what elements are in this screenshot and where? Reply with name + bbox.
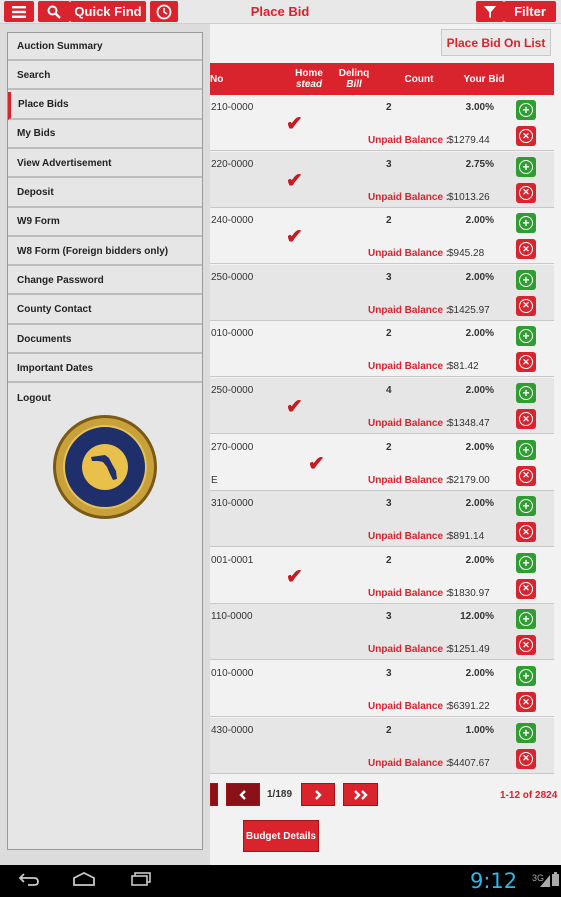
remove-bid-icon[interactable]: ✕: [516, 522, 536, 542]
funnel-icon[interactable]: [476, 1, 504, 22]
sidebar-item-change-password[interactable]: Change Password: [8, 267, 202, 295]
sidebar-item-place-bids[interactable]: Place Bids: [8, 92, 202, 120]
column-delinquent-bill: Delinq Bill: [338, 68, 370, 90]
unpaid-balance-amount: $1830.97: [448, 587, 490, 599]
count-value: 3: [386, 158, 392, 170]
table-row[interactable]: [210, 491, 554, 547]
clock-icon[interactable]: [150, 1, 178, 22]
unpaid-balance-amount: $81.42: [448, 361, 479, 373]
remove-bid-icon[interactable]: ✕: [516, 183, 536, 203]
unpaid-balance-label: Unpaid Balance :: [368, 135, 450, 146]
add-bid-icon[interactable]: +: [516, 723, 536, 743]
homestead-check-icon: ✔: [286, 396, 303, 418]
add-bid-icon[interactable]: +: [516, 666, 536, 686]
remove-bid-icon[interactable]: ✕: [516, 352, 536, 372]
bid-percent: 2.00%: [465, 215, 494, 227]
bid-percent: 2.75%: [465, 158, 494, 170]
parcel-number: 240-0000: [211, 215, 254, 227]
bid-percent: 3.00%: [465, 102, 494, 113]
sidebar-item-documents[interactable]: Documents: [8, 326, 202, 354]
count-value: 4: [386, 385, 392, 396]
parcel-number: 250-0000: [211, 385, 254, 396]
parcel-number: 110-0000: [211, 611, 253, 623]
sidebar-item-w8-form-foreign-bidders-only[interactable]: W8 Form (Foreign bidders only): [8, 238, 202, 266]
bid-percent: 12.00%: [460, 611, 494, 623]
table-row[interactable]: [210, 265, 554, 321]
column-no: No: [210, 74, 224, 85]
parcel-number: 010-0000: [211, 328, 254, 340]
table-row[interactable]: [210, 152, 554, 208]
bid-percent: 2.00%: [465, 271, 494, 283]
bid-percent: 2.00%: [465, 441, 494, 453]
bid-percent: 2.00%: [465, 668, 494, 679]
remove-bid-icon[interactable]: ✕: [516, 692, 536, 712]
unpaid-balance-amount: $6391.22: [448, 701, 490, 712]
unpaid-balance-label: Unpaid Balance :: [368, 531, 450, 543]
unpaid-balance-label: Unpaid Balance :: [368, 757, 450, 769]
column-your-bid: Your Bid: [463, 74, 505, 85]
recent-apps-icon[interactable]: [130, 872, 152, 891]
sidebar-item-county-contact[interactable]: County Contact: [8, 297, 202, 325]
remove-bid-icon[interactable]: ✕: [516, 579, 536, 599]
bid-percent: 2.00%: [465, 385, 494, 396]
unpaid-balance-amount: $945.28: [448, 248, 485, 260]
add-bid-icon[interactable]: +: [516, 609, 536, 629]
sidebar-item-deposit[interactable]: Deposit: [8, 180, 202, 208]
page-title: Place Bid: [250, 4, 310, 19]
add-bid-icon[interactable]: +: [516, 100, 536, 120]
system-nav-bar: [0, 865, 561, 897]
parcel-number: 220-0000: [211, 158, 254, 170]
network-indicator: 3G: [532, 873, 545, 883]
navigation-drawer: [7, 32, 203, 850]
delinquent-check-icon: ✔: [308, 452, 325, 475]
battery-icon: [552, 872, 559, 891]
add-bid-icon[interactable]: +: [516, 383, 536, 403]
signal-icon: [540, 874, 550, 892]
sidebar-item-search[interactable]: Search: [8, 62, 202, 90]
unpaid-balance-label: Unpaid Balance :: [368, 248, 450, 260]
parcel-number: 310-0000: [211, 498, 254, 510]
sidebar-item-w9-form[interactable]: W9 Form: [8, 209, 202, 237]
next-page-button[interactable]: [301, 783, 335, 806]
homestead-check-icon: ✔: [286, 565, 303, 588]
count-value: 2: [386, 554, 392, 566]
bay-county-tax-collector-seal: [53, 415, 157, 519]
top-bar: [0, 0, 561, 24]
remove-bid-icon[interactable]: ✕: [516, 466, 536, 486]
remove-bid-icon[interactable]: ✕: [516, 635, 536, 655]
table-row[interactable]: [210, 95, 554, 151]
sidebar-item-logout[interactable]: Logout: [8, 385, 202, 413]
table-row[interactable]: [210, 321, 554, 377]
add-bid-icon[interactable]: +: [516, 440, 536, 460]
unpaid-balance-label: Unpaid Balance :: [368, 701, 450, 712]
clock-time: 9:12: [470, 869, 518, 893]
column-homestead: Home stead: [295, 68, 323, 90]
row-extra: E: [211, 474, 218, 486]
menu-icon[interactable]: [4, 1, 34, 22]
sidebar-item-auction-summary[interactable]: Auction Summary: [8, 33, 202, 61]
page-indicator: 1/189: [267, 789, 293, 800]
unpaid-balance-label: Unpaid Balance :: [368, 361, 450, 373]
remove-bid-icon[interactable]: ✕: [516, 126, 536, 146]
count-value: 2: [386, 328, 392, 340]
unpaid-balance-label: Unpaid Balance :: [368, 644, 450, 656]
first-page-button[interactable]: [210, 783, 218, 806]
sidebar-item-important-dates[interactable]: Important Dates: [8, 355, 202, 383]
parcel-number: 270-0000: [211, 441, 254, 453]
count-value: 2: [386, 102, 392, 113]
unpaid-balance-amount: $1425.97: [448, 304, 490, 316]
filter-button[interactable]: Filter: [504, 1, 556, 22]
homestead-check-icon: ✔: [286, 113, 303, 135]
add-bid-icon[interactable]: +: [516, 553, 536, 573]
unpaid-balance-label: Unpaid Balance :: [368, 304, 450, 316]
unpaid-balance-amount: $891.14: [448, 531, 485, 543]
add-bid-icon[interactable]: +: [516, 270, 536, 290]
parcel-number: 210-0000: [211, 102, 254, 113]
remove-bid-icon[interactable]: ✕: [516, 296, 536, 316]
unpaid-balance-amount: $1251.49: [448, 644, 490, 656]
bid-percent: 2.00%: [465, 498, 494, 510]
table-row[interactable]: [210, 661, 554, 717]
remove-bid-icon[interactable]: ✕: [516, 749, 536, 769]
parcel-number: 001-0001: [211, 554, 254, 566]
unpaid-balance-label: Unpaid Balance :: [368, 191, 450, 203]
count-value: 3: [386, 668, 392, 679]
unpaid-balance-label: Unpaid Balance :: [368, 587, 450, 599]
place-bid-on-list-button[interactable]: Place Bid On List: [441, 29, 551, 56]
count-value: 2: [386, 441, 392, 453]
parcel-number: 250-0000: [211, 271, 254, 283]
unpaid-balance-amount: $4407.67: [448, 757, 490, 769]
unpaid-balance-amount: $1013.26: [448, 191, 490, 203]
unpaid-balance-amount: $2179.00: [448, 474, 490, 486]
remove-bid-icon[interactable]: ✕: [516, 239, 536, 259]
search-icon[interactable]: [38, 1, 70, 22]
sidebar-item-view-advertisement[interactable]: View Advertisement: [8, 150, 202, 178]
count-value: 3: [386, 498, 392, 510]
previous-page-button[interactable]: [226, 783, 260, 806]
unpaid-balance-amount: $1279.44: [448, 135, 490, 146]
count-value: 3: [386, 271, 392, 283]
count-value: 2: [386, 724, 392, 736]
table-row[interactable]: [210, 208, 554, 264]
count-value: 3: [386, 611, 392, 623]
bid-percent: 2.00%: [465, 328, 494, 340]
homestead-check-icon: ✔: [286, 226, 303, 249]
count-value: 2: [386, 215, 392, 227]
column-count: Count: [404, 74, 434, 85]
last-page-button[interactable]: [343, 783, 378, 806]
budget-details-button[interactable]: Budget Details: [243, 820, 319, 852]
bid-list-panel: [210, 24, 561, 865]
home-icon[interactable]: [72, 872, 96, 891]
table-row[interactable]: [210, 604, 554, 660]
sidebar-item-my-bids[interactable]: My Bids: [8, 121, 202, 149]
table-row[interactable]: [210, 378, 554, 434]
table-row[interactable]: [210, 548, 554, 604]
back-icon[interactable]: [18, 872, 40, 891]
parcel-number: 430-0000: [211, 724, 254, 736]
table-row[interactable]: [210, 718, 554, 774]
result-range: 1-12 of 2824: [500, 790, 558, 801]
table-header: [210, 63, 554, 95]
add-bid-icon[interactable]: +: [516, 326, 536, 346]
add-bid-icon[interactable]: +: [516, 496, 536, 516]
unpaid-balance-label: Unpaid Balance :: [368, 418, 450, 429]
bid-percent: 1.00%: [465, 724, 494, 736]
remove-bid-icon[interactable]: ✕: [516, 409, 536, 429]
table-row[interactable]: [210, 435, 554, 491]
homestead-check-icon: ✔: [286, 169, 303, 192]
add-bid-icon[interactable]: +: [516, 157, 536, 177]
quick-find-button[interactable]: Quick Find: [70, 1, 146, 22]
add-bid-icon[interactable]: +: [516, 213, 536, 233]
parcel-number: 010-0000: [211, 668, 254, 679]
unpaid-balance-label: Unpaid Balance :: [368, 474, 450, 486]
bid-percent: 2.00%: [465, 554, 494, 566]
unpaid-balance-amount: $1348.47: [448, 418, 490, 429]
